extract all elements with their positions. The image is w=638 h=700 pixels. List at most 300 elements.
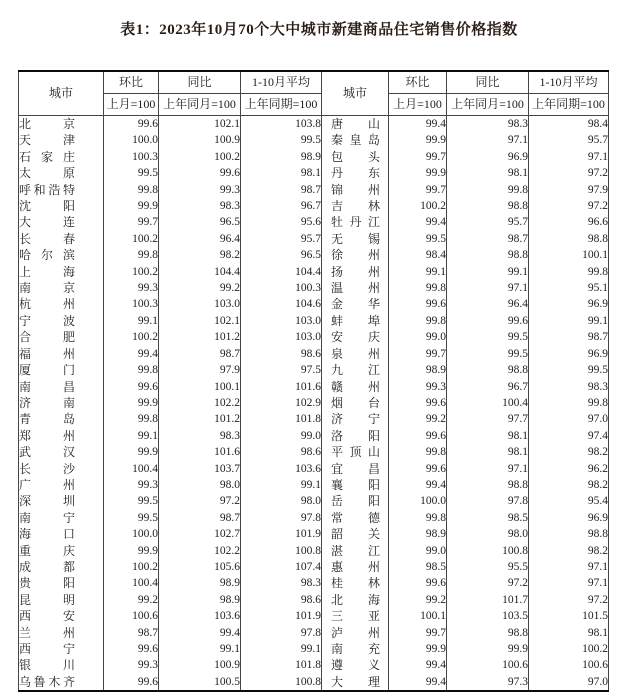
right-yoy-cell: 99.5 xyxy=(447,329,529,345)
city-name: 武汉 xyxy=(19,445,75,460)
header-city-right: 城市 xyxy=(322,71,389,116)
left-mom-cell: 99.5 xyxy=(104,165,159,181)
header-city-left: 城市 xyxy=(19,71,104,116)
right-avg-cell: 98.4 xyxy=(529,116,609,133)
right-avg-cell: 95.4 xyxy=(529,493,609,509)
right-yoy-cell: 99.1 xyxy=(447,264,529,280)
city-name: 北京 xyxy=(19,117,75,131)
city-name: 合肥 xyxy=(19,330,75,345)
right-mom-cell: 99.8 xyxy=(389,444,447,460)
right-mom-cell: 99.0 xyxy=(389,329,447,345)
city-name: 襄阳 xyxy=(331,477,380,492)
right-avg-cell: 100.2 xyxy=(529,641,609,657)
left-city-cell xyxy=(19,543,104,559)
city-name: 赣州 xyxy=(331,379,380,394)
city-name: 韶关 xyxy=(331,527,380,542)
right-avg-cell: 97.1 xyxy=(529,559,609,575)
left-yoy-cell: 98.7 xyxy=(159,510,241,526)
city-name: 福州 xyxy=(19,346,75,361)
left-yoy-cell: 99.4 xyxy=(159,625,241,641)
left-city-cell xyxy=(19,592,104,608)
left-city-cell xyxy=(19,346,104,362)
left-city-cell xyxy=(19,116,104,133)
right-mom-cell: 99.9 xyxy=(389,132,447,148)
left-mom-cell: 100.4 xyxy=(104,461,159,477)
right-yoy-cell: 96.9 xyxy=(447,149,529,165)
right-yoy-cell: 97.3 xyxy=(447,674,529,691)
right-mom-cell: 98.4 xyxy=(389,247,447,263)
left-city-cell xyxy=(19,149,104,165)
right-yoy-cell: 95.5 xyxy=(447,559,529,575)
header-yoy-base-right: 上年同月=100 xyxy=(447,94,529,116)
right-yoy-cell: 97.8 xyxy=(447,493,529,509)
left-city-cell xyxy=(19,575,104,591)
left-avg-cell: 98.6 xyxy=(241,346,322,362)
right-mom-cell: 99.6 xyxy=(389,296,447,312)
city-name: 安庆 xyxy=(331,330,380,345)
right-yoy-cell: 98.8 xyxy=(447,625,529,641)
left-avg-cell: 98.7 xyxy=(241,182,322,198)
city-name: 岳阳 xyxy=(331,494,380,509)
left-city-cell xyxy=(19,657,104,673)
left-yoy-cell: 103.7 xyxy=(159,461,241,477)
table-row xyxy=(19,641,609,657)
right-city-cell xyxy=(322,231,389,247)
header-yoy-left: 同比 xyxy=(159,71,241,94)
right-yoy-cell: 96.4 xyxy=(447,296,529,312)
right-city-cell xyxy=(322,182,389,198)
right-avg-cell: 96.9 xyxy=(529,346,609,362)
header-avg-right: 1-10月平均 xyxy=(529,71,609,94)
right-city-cell xyxy=(322,198,389,214)
right-yoy-cell: 97.1 xyxy=(447,132,529,148)
table-row xyxy=(19,559,609,575)
left-mom-cell: 99.5 xyxy=(104,493,159,509)
right-mom-cell: 100.0 xyxy=(389,493,447,509)
left-mom-cell: 99.6 xyxy=(104,116,159,133)
left-avg-cell: 100.8 xyxy=(241,674,322,691)
city-name: 贵阳 xyxy=(19,576,75,591)
header-yoy-base-left: 上年同月=100 xyxy=(159,94,241,116)
left-city-cell xyxy=(19,165,104,181)
left-mom-cell: 99.6 xyxy=(104,674,159,691)
right-avg-cell: 96.2 xyxy=(529,461,609,477)
right-city-cell xyxy=(322,674,389,691)
right-yoy-cell: 101.7 xyxy=(447,592,529,608)
right-city-cell xyxy=(322,625,389,641)
right-mom-cell: 99.6 xyxy=(389,428,447,444)
left-avg-cell: 96.5 xyxy=(241,247,322,263)
right-mom-cell: 100.1 xyxy=(389,608,447,624)
city-name: 洛阳 xyxy=(331,428,380,443)
city-name: 平顶山 xyxy=(331,445,380,460)
right-avg-cell: 98.8 xyxy=(529,231,609,247)
right-avg-cell: 99.5 xyxy=(529,362,609,378)
left-yoy-cell: 99.3 xyxy=(159,182,241,198)
right-mom-cell: 99.3 xyxy=(389,379,447,395)
left-avg-cell: 97.8 xyxy=(241,625,322,641)
right-avg-cell: 96.6 xyxy=(529,214,609,230)
right-city-cell xyxy=(322,395,389,411)
right-yoy-cell: 103.5 xyxy=(447,608,529,624)
right-mom-cell: 99.7 xyxy=(389,149,447,165)
right-avg-cell: 96.9 xyxy=(529,510,609,526)
left-mom-cell: 99.9 xyxy=(104,444,159,460)
left-avg-cell: 101.8 xyxy=(241,411,322,427)
city-name: 长春 xyxy=(19,231,75,246)
table-row xyxy=(19,165,609,181)
left-city-cell xyxy=(19,674,104,691)
table-row xyxy=(19,231,609,247)
right-mom-cell: 99.4 xyxy=(389,477,447,493)
table-row xyxy=(19,674,609,691)
right-mom-cell: 99.6 xyxy=(389,395,447,411)
table-row xyxy=(19,132,609,148)
right-mom-cell: 99.5 xyxy=(389,231,447,247)
right-yoy-cell: 99.9 xyxy=(447,641,529,657)
right-city-cell xyxy=(322,313,389,329)
city-name: 蚌埠 xyxy=(331,313,380,328)
right-city-cell xyxy=(322,608,389,624)
left-yoy-cell: 98.9 xyxy=(159,575,241,591)
left-yoy-cell: 99.6 xyxy=(159,165,241,181)
left-city-cell xyxy=(19,608,104,624)
left-avg-cell: 99.1 xyxy=(241,477,322,493)
city-name: 银川 xyxy=(19,658,75,673)
left-yoy-cell: 100.9 xyxy=(159,657,241,673)
city-name: 石家庄 xyxy=(19,149,75,164)
city-name: 泸州 xyxy=(331,625,380,640)
right-avg-cell: 99.8 xyxy=(529,395,609,411)
table-row xyxy=(19,411,609,427)
city-name: 湛江 xyxy=(331,543,380,558)
right-city-cell xyxy=(322,444,389,460)
right-city-cell xyxy=(322,461,389,477)
left-yoy-cell: 97.2 xyxy=(159,493,241,509)
left-mom-cell: 99.9 xyxy=(104,395,159,411)
left-yoy-cell: 100.5 xyxy=(159,674,241,691)
right-mom-cell: 99.6 xyxy=(389,461,447,477)
header-mom-base-left: 上月=100 xyxy=(104,94,159,116)
right-city-cell xyxy=(322,165,389,181)
left-city-cell xyxy=(19,559,104,575)
header-avg-base-left: 上年同期=100 xyxy=(241,94,322,116)
left-avg-cell: 102.9 xyxy=(241,395,322,411)
city-name: 秦皇岛 xyxy=(331,133,380,148)
table-row xyxy=(19,198,609,214)
left-avg-cell: 103.0 xyxy=(241,329,322,345)
left-city-cell xyxy=(19,411,104,427)
left-yoy-cell: 99.1 xyxy=(159,641,241,657)
right-city-cell xyxy=(322,575,389,591)
right-city-cell xyxy=(322,149,389,165)
table-row xyxy=(19,379,609,395)
left-city-cell xyxy=(19,264,104,280)
right-mom-cell: 99.2 xyxy=(389,411,447,427)
right-city-cell xyxy=(322,280,389,296)
header-mom-left: 环比 xyxy=(104,71,159,94)
right-mom-cell: 99.2 xyxy=(389,592,447,608)
left-yoy-cell: 100.9 xyxy=(159,132,241,148)
city-name: 乌鲁木齐 xyxy=(19,674,75,689)
left-avg-cell: 99.1 xyxy=(241,641,322,657)
left-yoy-cell: 103.0 xyxy=(159,296,241,312)
left-avg-cell: 98.1 xyxy=(241,165,322,181)
city-name: 无锡 xyxy=(331,231,380,246)
city-name: 桂林 xyxy=(331,576,380,591)
city-name: 北海 xyxy=(331,592,380,607)
right-avg-cell: 95.7 xyxy=(529,132,609,148)
right-mom-cell: 99.4 xyxy=(389,657,447,673)
left-yoy-cell: 100.2 xyxy=(159,149,241,165)
city-name: 唐山 xyxy=(331,117,380,131)
header-avg-base-right: 上年同期=100 xyxy=(529,94,609,116)
city-name: 徐州 xyxy=(331,248,380,263)
right-city-cell xyxy=(322,526,389,542)
right-yoy-cell: 98.8 xyxy=(447,477,529,493)
left-yoy-cell: 98.3 xyxy=(159,198,241,214)
left-yoy-cell: 102.1 xyxy=(159,116,241,133)
left-yoy-cell: 103.6 xyxy=(159,608,241,624)
city-name: 兰州 xyxy=(19,625,75,640)
right-avg-cell: 98.2 xyxy=(529,477,609,493)
left-yoy-cell: 98.2 xyxy=(159,247,241,263)
city-name: 扬州 xyxy=(331,264,380,279)
header-mom-base-right: 上月=100 xyxy=(389,94,447,116)
right-avg-cell: 97.1 xyxy=(529,575,609,591)
left-avg-cell: 95.7 xyxy=(241,231,322,247)
left-mom-cell: 99.6 xyxy=(104,379,159,395)
right-avg-cell: 97.4 xyxy=(529,428,609,444)
left-mom-cell: 100.2 xyxy=(104,559,159,575)
city-name: 泉州 xyxy=(331,346,380,361)
left-mom-cell: 99.7 xyxy=(104,214,159,230)
right-mom-cell: 98.9 xyxy=(389,362,447,378)
right-mom-cell: 99.9 xyxy=(389,641,447,657)
city-name: 吉林 xyxy=(331,199,380,214)
left-avg-cell: 101.6 xyxy=(241,379,322,395)
right-mom-cell: 99.4 xyxy=(389,214,447,230)
right-mom-cell: 99.7 xyxy=(389,346,447,362)
left-mom-cell: 100.2 xyxy=(104,231,159,247)
table-row xyxy=(19,149,609,165)
right-yoy-cell: 98.0 xyxy=(447,526,529,542)
table-row xyxy=(19,280,609,296)
right-avg-cell: 99.8 xyxy=(529,264,609,280)
left-city-cell xyxy=(19,198,104,214)
left-city-cell xyxy=(19,214,104,230)
right-avg-cell: 97.2 xyxy=(529,165,609,181)
city-name: 昆明 xyxy=(19,592,75,607)
city-name: 牡丹江 xyxy=(331,215,380,230)
left-city-cell xyxy=(19,526,104,542)
city-name: 宜昌 xyxy=(331,461,380,476)
city-name: 长沙 xyxy=(19,461,75,476)
right-avg-cell: 98.8 xyxy=(529,526,609,542)
right-city-cell xyxy=(322,362,389,378)
left-mom-cell: 99.8 xyxy=(104,247,159,263)
table-row xyxy=(19,296,609,312)
left-yoy-cell: 102.2 xyxy=(159,543,241,559)
left-city-cell xyxy=(19,428,104,444)
left-city-cell xyxy=(19,313,104,329)
right-mom-cell: 99.6 xyxy=(389,575,447,591)
right-avg-cell: 97.0 xyxy=(529,674,609,691)
right-avg-cell: 97.2 xyxy=(529,592,609,608)
left-avg-cell: 103.0 xyxy=(241,313,322,329)
left-city-cell xyxy=(19,395,104,411)
right-yoy-cell: 98.7 xyxy=(447,231,529,247)
left-mom-cell: 100.0 xyxy=(104,526,159,542)
right-mom-cell: 99.1 xyxy=(389,264,447,280)
left-avg-cell: 99.5 xyxy=(241,132,322,148)
table-row xyxy=(19,362,609,378)
header-yoy-right: 同比 xyxy=(447,71,529,94)
left-city-cell xyxy=(19,280,104,296)
left-mom-cell: 99.3 xyxy=(104,657,159,673)
left-yoy-cell: 102.7 xyxy=(159,526,241,542)
left-avg-cell: 103.6 xyxy=(241,461,322,477)
right-yoy-cell: 97.1 xyxy=(447,280,529,296)
city-name: 南宁 xyxy=(19,510,75,525)
right-avg-cell: 100.6 xyxy=(529,657,609,673)
right-avg-cell: 101.5 xyxy=(529,608,609,624)
table-row xyxy=(19,477,609,493)
left-avg-cell: 95.6 xyxy=(241,214,322,230)
city-name: 三亚 xyxy=(331,609,380,624)
city-name: 济南 xyxy=(19,395,75,410)
right-avg-cell: 97.1 xyxy=(529,149,609,165)
left-mom-cell: 99.3 xyxy=(104,477,159,493)
left-mom-cell: 99.1 xyxy=(104,428,159,444)
city-name: 遵义 xyxy=(331,658,380,673)
left-avg-cell: 101.9 xyxy=(241,526,322,542)
left-yoy-cell: 105.6 xyxy=(159,559,241,575)
left-yoy-cell: 98.7 xyxy=(159,346,241,362)
left-yoy-cell: 104.4 xyxy=(159,264,241,280)
left-yoy-cell: 102.1 xyxy=(159,313,241,329)
right-city-cell xyxy=(322,657,389,673)
right-city-cell xyxy=(322,116,389,133)
left-city-cell xyxy=(19,362,104,378)
left-mom-cell: 99.8 xyxy=(104,411,159,427)
city-name: 西安 xyxy=(19,609,75,624)
left-mom-cell: 100.0 xyxy=(104,132,159,148)
header-mom-right: 环比 xyxy=(389,71,447,94)
right-yoy-cell: 98.1 xyxy=(447,428,529,444)
left-yoy-cell: 97.9 xyxy=(159,362,241,378)
left-mom-cell: 100.2 xyxy=(104,329,159,345)
left-avg-cell: 96.7 xyxy=(241,198,322,214)
left-mom-cell: 99.2 xyxy=(104,592,159,608)
city-name: 沈阳 xyxy=(19,199,75,214)
table-row xyxy=(19,592,609,608)
table-row xyxy=(19,395,609,411)
city-name: 大理 xyxy=(331,674,380,689)
city-name: 济宁 xyxy=(331,412,380,427)
right-avg-cell: 97.9 xyxy=(529,182,609,198)
left-avg-cell: 100.8 xyxy=(241,543,322,559)
left-yoy-cell: 98.0 xyxy=(159,477,241,493)
city-name: 南充 xyxy=(331,642,380,656)
right-city-cell xyxy=(322,592,389,608)
left-yoy-cell: 101.6 xyxy=(159,444,241,460)
right-city-cell xyxy=(322,493,389,509)
city-name: 广州 xyxy=(19,477,75,492)
city-name: 南昌 xyxy=(19,379,75,394)
left-city-cell xyxy=(19,247,104,263)
left-mom-cell: 100.3 xyxy=(104,296,159,312)
right-mom-cell: 99.7 xyxy=(389,625,447,641)
right-mom-cell: 99.7 xyxy=(389,182,447,198)
table-row xyxy=(19,329,609,345)
right-city-cell xyxy=(322,214,389,230)
right-yoy-cell: 98.8 xyxy=(447,198,529,214)
left-avg-cell: 97.5 xyxy=(241,362,322,378)
left-yoy-cell: 101.2 xyxy=(159,411,241,427)
left-mom-cell: 100.6 xyxy=(104,608,159,624)
city-name: 金华 xyxy=(331,297,380,312)
right-city-cell xyxy=(322,641,389,657)
left-yoy-cell: 96.4 xyxy=(159,231,241,247)
right-yoy-cell: 97.2 xyxy=(447,575,529,591)
table-row xyxy=(19,346,609,362)
right-yoy-cell: 100.6 xyxy=(447,657,529,673)
right-avg-cell: 98.3 xyxy=(529,379,609,395)
city-name: 上海 xyxy=(19,264,75,279)
table-row xyxy=(19,264,609,280)
city-name: 哈尔滨 xyxy=(19,248,75,263)
right-avg-cell: 97.0 xyxy=(529,411,609,427)
left-avg-cell: 98.6 xyxy=(241,592,322,608)
table-row xyxy=(19,575,609,591)
city-name: 海口 xyxy=(19,527,75,542)
right-city-cell xyxy=(322,428,389,444)
left-city-cell xyxy=(19,296,104,312)
city-name: 丹东 xyxy=(331,166,380,181)
city-name: 西宁 xyxy=(19,642,75,656)
left-avg-cell: 103.8 xyxy=(241,116,322,133)
right-city-cell xyxy=(322,264,389,280)
table-row xyxy=(19,428,609,444)
city-name: 惠州 xyxy=(331,559,380,574)
right-yoy-cell: 98.8 xyxy=(447,362,529,378)
table-row xyxy=(19,247,609,263)
city-name: 天津 xyxy=(19,133,75,148)
left-avg-cell: 98.9 xyxy=(241,149,322,165)
right-avg-cell: 100.1 xyxy=(529,247,609,263)
left-mom-cell: 100.2 xyxy=(104,264,159,280)
right-city-cell xyxy=(322,247,389,263)
right-avg-cell: 95.1 xyxy=(529,280,609,296)
city-name: 九江 xyxy=(331,363,380,378)
table-title: 表1：2023年10月70个大中城市新建商品住宅销售价格指数 xyxy=(120,22,518,38)
right-mom-cell: 99.8 xyxy=(389,313,447,329)
left-mom-cell: 99.6 xyxy=(104,641,159,657)
left-yoy-cell: 98.3 xyxy=(159,428,241,444)
price-index-table xyxy=(18,70,609,692)
table-row xyxy=(19,116,609,133)
table-row xyxy=(19,444,609,460)
left-city-cell xyxy=(19,132,104,148)
right-yoy-cell: 97.1 xyxy=(447,461,529,477)
right-yoy-cell: 98.8 xyxy=(447,247,529,263)
city-name: 重庆 xyxy=(19,543,75,558)
left-mom-cell: 99.9 xyxy=(104,198,159,214)
left-city-cell xyxy=(19,182,104,198)
left-yoy-cell: 96.5 xyxy=(159,214,241,230)
city-name: 宁波 xyxy=(19,313,75,328)
